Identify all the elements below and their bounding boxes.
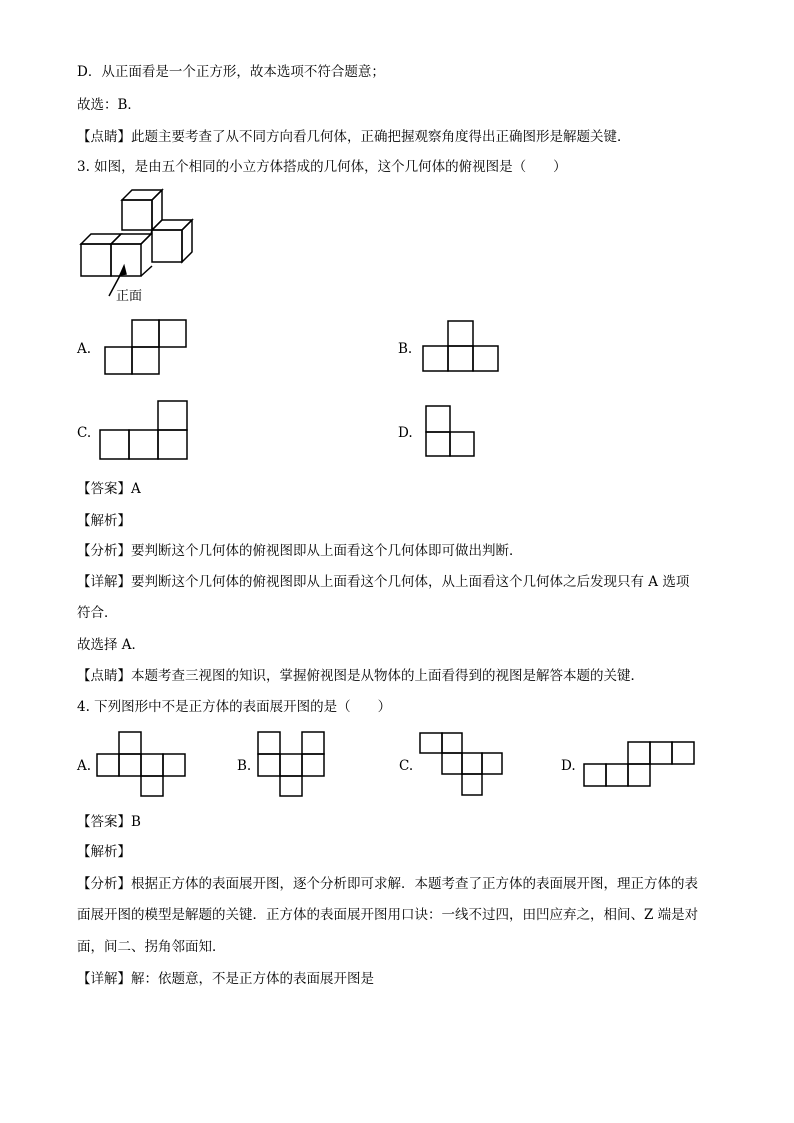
option-a-label: A. (77, 341, 92, 357)
option-c-figure (98, 399, 193, 464)
text-line: D．从正面看是一个正方形，故本选项不符合题意； (77, 64, 385, 80)
q4-option-d-net (582, 740, 702, 795)
analysis-4-cont: 面展开图的模型是解题的关键．正方体的表面展开图用口诀：一线不过四，田凹应弃之，相间、Z 端是对 (77, 907, 699, 923)
option-b-label: B. (398, 341, 413, 357)
q4-option-d-label: D. (561, 758, 576, 774)
q4-option-c-net (418, 731, 513, 801)
analysis-4-cont: 面，间二、拐角邻面知． (77, 939, 226, 955)
text-line: 故选：B． (77, 97, 141, 113)
detail-3-cont: 符合． (77, 605, 118, 621)
question-4: 4. 下列图形中不是正方体的表面展开图的是（ ） (77, 699, 392, 715)
option-b-figure (421, 318, 506, 378)
question-3-figure (78, 186, 198, 301)
analysis-4: 【分析】根据正方体的表面展开图，逐个分析即可求解．本题考查了正方体的表面展开图，理正方体的表 (77, 876, 698, 892)
analysis-heading-3: 【解析】 (77, 513, 131, 529)
q4-option-a-net (95, 730, 190, 800)
choice-3: 故选择 A． (77, 637, 146, 653)
comment-3: 【点睛】本题考查三视图的知识，掌握俯视图是从物体的上面看得到的视图是解答本题的关键． (77, 668, 644, 684)
q4-option-a-label: A. (77, 758, 92, 774)
option-c-label: C. (77, 425, 92, 441)
q4-option-b-net (256, 730, 331, 800)
option-a-figure (103, 318, 193, 378)
option-d-label: D. (398, 425, 413, 441)
detail-4: 【详解】解：依题意，不是正方体的表面展开图是 (77, 971, 374, 987)
analysis-3: 【分析】要判断这个几何体的俯视图即从上面看这个几何体即可做出判断． (77, 543, 523, 559)
analysis-heading-4: 【解析】 (77, 844, 131, 860)
answer-3: 【答案】A (77, 481, 141, 497)
q4-option-b-label: B. (237, 758, 252, 774)
question-3: 3. 如图，是由五个相同的小立方体搭成的几何体，这个几何体的俯视图是（ ） (77, 159, 567, 175)
answer-4: 【答案】B (77, 814, 141, 830)
text-line: 【点睛】此题主要考查了从不同方向看几何体，正确把握观察角度得出正确图形是解题关键． (77, 129, 631, 145)
front-view-label: 正面 (116, 289, 143, 304)
option-d-figure (424, 404, 484, 464)
q4-option-c-label: C. (399, 758, 414, 774)
detail-3: 【详解】要判断这个几何体的俯视图即从上面看这个几何体，从上面看这个几何体之后发现只有 A 选项 (77, 574, 690, 590)
